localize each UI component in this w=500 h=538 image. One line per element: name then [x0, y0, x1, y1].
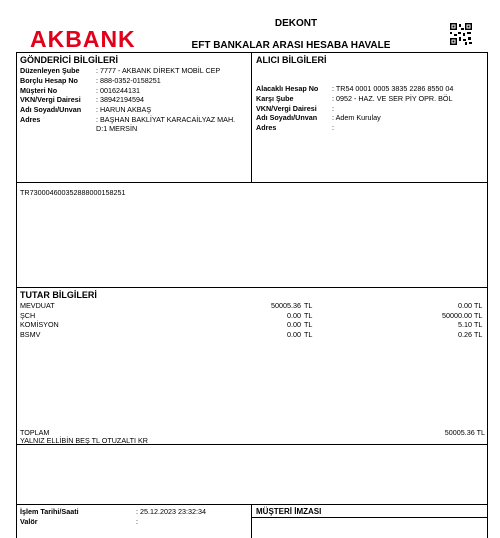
- amount-row-right-value: 0.00: [458, 301, 472, 310]
- receiver-field-value: :: [332, 103, 334, 113]
- signature-line: [251, 517, 488, 518]
- amount-row-right-unit: TL: [474, 320, 483, 330]
- footer-top-line: [16, 504, 488, 505]
- sender-field-label: VKN/Vergi Dairesi: [20, 95, 81, 105]
- transaction-description: TR730004600352888000158251: [20, 188, 126, 197]
- footer-divider: [251, 504, 252, 538]
- sender-field-label: Müşteri No: [20, 85, 58, 95]
- right-border: [487, 52, 488, 538]
- sender-field-value: : 888-0352-0158251: [96, 75, 161, 85]
- sender-field-label: Borçlu Hesap No: [20, 75, 78, 85]
- amount-row-right-value: 5.10: [458, 320, 472, 330]
- amount-row-mid-unit: TL: [304, 301, 313, 310]
- amount-row-label: MEVDUAT: [20, 301, 55, 310]
- receiver-field-label: Alacaklı Hesap No: [256, 84, 319, 93]
- receiver-field-label: Adres: [256, 123, 277, 133]
- document-subtitle: EFT BANKALAR ARASI HESABA HAVALE: [191, 40, 391, 51]
- sender-field-value: : BAŞHAN BAKLİYAT KARACAİLYAZ MAH. D:1 MERSİN: [96, 115, 236, 133]
- total-value: 50005.36 TL: [444, 428, 485, 437]
- sender-field-label: Adı Soyadı/Unvan: [20, 105, 82, 115]
- party-divider: [251, 52, 252, 182]
- party-bottom-line: [16, 182, 488, 183]
- total-label: TOPLAM: [20, 428, 50, 437]
- receiver-field-label: Adı Soyadı/Unvan: [256, 113, 318, 123]
- receiver-field-value: :: [332, 123, 334, 133]
- amount-row-right-value: 0.26: [458, 329, 472, 339]
- amount-row-right-unit: TL: [474, 310, 483, 320]
- receiver-section-title: ALICI BİLGİLERİ: [256, 55, 327, 65]
- receiver-field-value: : 0952 - HAZ. VE SER PİY OPR. BÖL: [332, 93, 453, 103]
- amounts-section-title: TUTAR BİLGİLERİ: [20, 290, 97, 300]
- sender-field-value: : 0016244131: [96, 85, 140, 95]
- amount-row-mid-unit: TL: [304, 310, 313, 320]
- footer-field-value: : 25.12.2023 23:32:34: [136, 507, 206, 516]
- amount-row-mid-unit: TL: [304, 320, 313, 330]
- amount-row-right-value: 50000.00: [442, 310, 472, 320]
- header-divider: [16, 52, 488, 53]
- sender-field-value: : 38942194594: [96, 95, 144, 105]
- footer-field-label: İşlem Tarihi/Saati: [20, 507, 79, 516]
- amount-row-label: BSMV: [20, 329, 41, 339]
- footer-field-label: Valör: [20, 516, 38, 526]
- document-title: DEKONT: [274, 18, 318, 29]
- receipt-page: [16, 6, 488, 538]
- sender-field-value: : HARUN AKBAŞ: [96, 105, 152, 115]
- sender-section-title: GÖNDERİCİ BİLGİLERİ: [20, 55, 119, 65]
- amount-row-mid-value: 0.00: [287, 329, 301, 339]
- sender-field-label: Adres: [20, 115, 41, 124]
- amount-row-right-unit: TL: [474, 329, 483, 339]
- amount-row-label: KOMİSYON: [20, 320, 59, 330]
- amount-row-mid-value: 50005.36: [271, 301, 301, 310]
- left-border: [16, 52, 17, 538]
- receiver-field-label: Karşı Şube: [256, 93, 294, 103]
- receiver-field-label: VKN/Vergi Dairesi: [256, 103, 317, 113]
- description-bottom-line: [16, 287, 488, 288]
- footer-field-value: :: [136, 516, 138, 526]
- sender-field-label: Düzenleyen Şube: [20, 66, 80, 75]
- amount-row-mid-unit: TL: [304, 329, 313, 339]
- receiver-field-value: : TR54 0001 0005 3835 2286 8550 04: [332, 84, 454, 93]
- amount-row-right-unit: TL: [474, 301, 483, 310]
- amount-in-words: YALNIZ ELLİBİN BEŞ TL OTUZALTI KR: [20, 436, 148, 445]
- receiver-field-value: : Adem Kurulay: [332, 113, 381, 123]
- amount-row-label: ŞCH: [20, 310, 36, 320]
- amount-row-mid-value: 0.00: [287, 310, 301, 320]
- akbank-logo: AKBANK: [30, 26, 136, 52]
- qr-code-icon: [449, 22, 473, 46]
- signature-title: MÜŞTERİ İMZASI: [256, 507, 322, 516]
- amount-row-mid-value: 0.00: [287, 320, 301, 330]
- sender-field-value: : 7777 - AKBANK DİREKT MOBİL CEP: [96, 66, 221, 75]
